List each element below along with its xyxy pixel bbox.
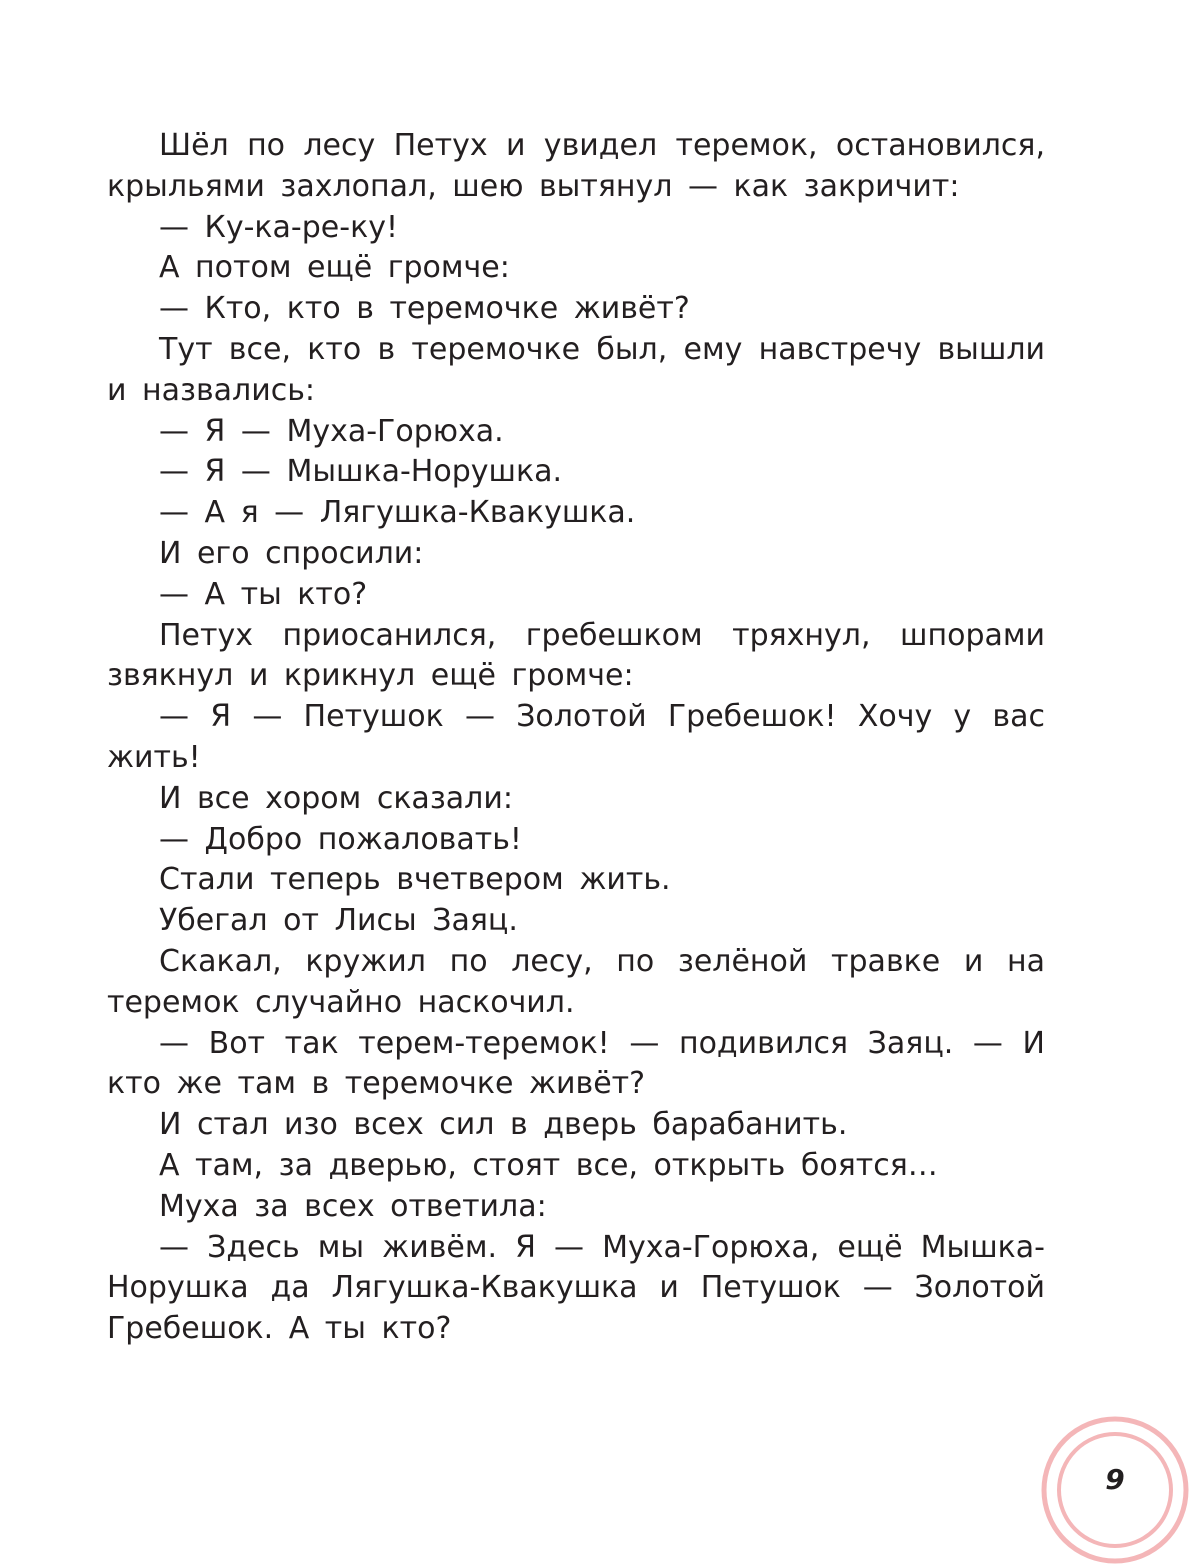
paragraph: Шёл по лесу Петух и увидел теремок, остановился, крыльями захлопал, шею вытянул — как закричит: xyxy=(107,128,1045,204)
paragraph: — Ку-ка-ре-ку! xyxy=(159,209,398,245)
paragraph: Скакал, кружил по лесу, по зелёной травке и на теремок случайно наскочил. xyxy=(107,943,1045,1020)
paragraph: А потом ещё громче: xyxy=(159,250,510,286)
paragraph: И стал изо всех сил в дверь барабанить. xyxy=(159,1107,848,1143)
paragraph: — А ты кто? xyxy=(159,576,368,612)
paragraph: И все хором сказали: xyxy=(159,780,513,816)
paragraph: — Здесь мы живём. Я — Муха-Горюха, ещё Мышка-Норушка да Лягушка-Квакушка и Петушок — Золотой Гребешок. А ты кто? xyxy=(107,1229,1045,1347)
paragraph: И его спросили: xyxy=(159,535,424,571)
paragraph: — Вот так терем-теремок! — подивился Заяц. — И кто же там в теремочке живёт? xyxy=(107,1025,1045,1102)
paragraph: Тут все, кто в теремочке был, ему навстречу вышли и назвались: xyxy=(107,331,1045,408)
paragraph: — А я — Лягушка-Квакушка. xyxy=(159,495,636,531)
paragraph: — Я — Петушок — Золотой Гребешок! Хочу у вас жить! xyxy=(107,699,1045,775)
page-number: 9 xyxy=(1105,1463,1125,1496)
story-text xyxy=(107,126,1045,1350)
paragraph: Муха за всех ответила: xyxy=(159,1188,547,1224)
paragraph: — Я — Мышка-Норушка. xyxy=(159,454,563,490)
paragraph: — Я — Муха-Горюха. xyxy=(159,413,504,449)
paragraph: — Кто, кто в теремочке живёт? xyxy=(159,291,690,327)
paragraph: Петух приосанился, гребешком тряхнул, шпорами звякнул и крикнул ещё громче: xyxy=(107,617,1045,694)
paragraph: Убегал от Лисы Заяц. xyxy=(159,903,518,939)
paragraph: Стали теперь вчетвером жить. xyxy=(159,862,671,898)
paragraph: — Добро пожаловать! xyxy=(159,821,522,857)
paragraph: А там, за дверью, стоят все, открыть боятся… xyxy=(159,1147,938,1183)
